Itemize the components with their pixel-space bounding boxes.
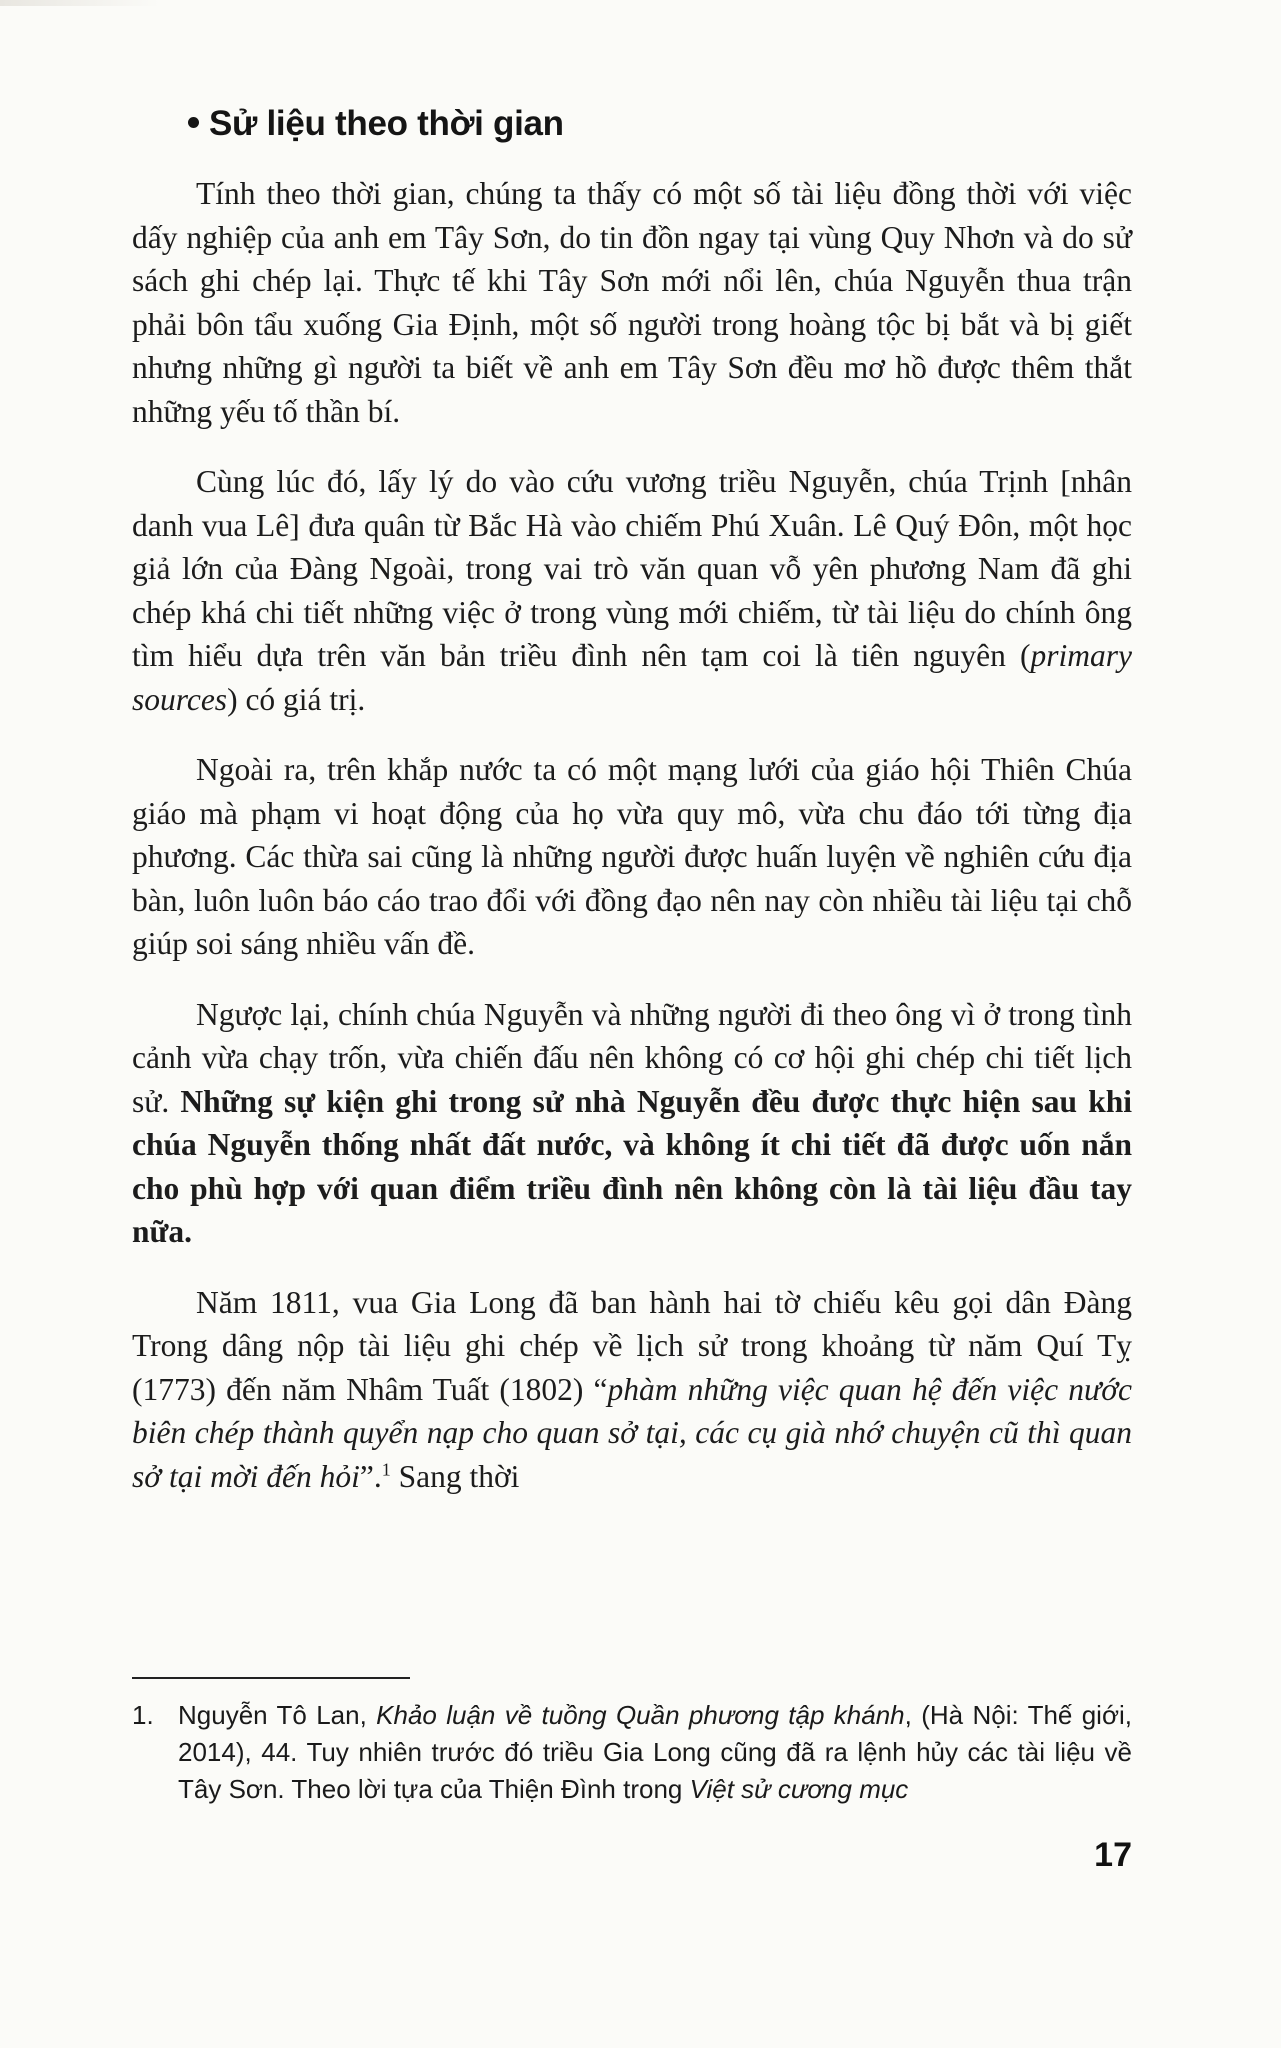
text-run: Ngoài ra, trên khắp nước ta có một mạng lưới của giáo hội Thiên Chúa giáo mà phạm vi hoạt động của họ vừa quy mô, vừa chu đáo tới từng địa phương. Các thừa sai cũng là những người được huấn luyện về nghiên cứu địa bàn, luôn luôn báo cáo trao đổi với đồng đạo nên nay còn nhiều tài liệu tại chỗ giúp soi sáng nhiều vấn đề. — [132, 752, 1132, 961]
italic-run: Khảo luận về tuồng Quần phương tập khánh — [376, 1700, 905, 1730]
paragraph — [132, 1281, 1132, 1499]
page-number: 17 — [1094, 1836, 1132, 1874]
bullet-icon — [188, 117, 199, 128]
bold-run: Những sự kiện ghi trong sử nhà Nguyễn đều được thực hiện sau khi chúa Nguyễn thống nhất đất nước, và không ít chi tiết đã được uốn nắn cho phù hợp với quan điểm triều đình nên không còn là tài liệu đầu tay nữa. — [132, 1083, 1132, 1249]
body-text — [132, 172, 1132, 1525]
text-run: Năm 1811, vua Gia Long đã ban hành hai tờ chiếu kêu gọi dân Đàng Trong dâng nộp tài liệu ghi chép về lịch sử trong khoảng từ năm Quí Tỵ (1773) đến năm Nhâm Tuất (1802) “ — [132, 1284, 1132, 1407]
text-run: Cùng lúc đó, lấy lý do vào cứu vương triều Nguyễn, chúa Trịnh [nhân danh vua Lê] đưa quân từ Bắc Hà vào chiếm Phú Xuân. Lê Quý Đôn, một học giả lớn của Đàng Ngoài, trong vai trò văn quan vỗ yên phương Nam đã ghi chép khá chi tiết những việc ở trong vùng mới chiếm, từ tài liệu do chính ông tìm hiểu dựa trên văn bản triều đình nên tạm coi là tiên nguyên ( — [132, 464, 1132, 673]
section-heading-text: Sử liệu theo thời gian — [209, 104, 564, 143]
paragraph — [132, 993, 1132, 1254]
footnote-number: 1. — [132, 1700, 154, 1730]
paragraph — [132, 460, 1132, 721]
italic-run: primary sources — [132, 638, 1132, 717]
text-run: , (Hà Nội: Thế giới, 2014), 44. Tuy nhiên trước đó triều Gia Long cũng đã ra lệnh hủy các tài liệu về Tây Sơn. Theo lời tựa của Thiện Đình trong — [178, 1700, 1133, 1804]
text-run: ) có giá trị. — [227, 681, 366, 717]
text-run: Ngược lại, chính chúa Nguyễn và những người đi theo ông vì ở trong tình cảnh vừa chạy trốn, vừa chiến đấu nên không có cơ hội ghi chép chi tiết lịch sử. — [132, 996, 1132, 1119]
paragraph — [132, 748, 1132, 966]
footnote-text — [178, 1697, 1132, 1808]
footnote-divider — [132, 1677, 410, 1679]
page-edge-shadow — [0, 0, 160, 6]
italic-run: Việt sử cương mục — [689, 1774, 909, 1804]
footnote — [132, 1697, 1132, 1808]
paragraph — [132, 172, 1132, 433]
section-heading — [188, 104, 564, 144]
footnote-reference: 1 — [381, 1459, 391, 1479]
text-run: ”. — [359, 1458, 382, 1494]
italic-run: phàm những việc quan hệ đến việc nước biên chép thành quyển nạp cho quan sở tại, các cụ già nhớ chuyện cũ thì quan sở tại mời đến hỏi — [132, 1371, 1132, 1494]
text-run: Sang thời — [390, 1458, 520, 1494]
text-run: Nguyễn Tô Lan, — [178, 1700, 377, 1730]
text-run: Tính theo thời gian, chúng ta thấy có một số tài liệu đồng thời với việc dấy nghiệp của anh em Tây Sơn, do tin đồn ngay tại vùng Quy Nhơn và do sử sách ghi chép lại. Thực tế khi Tây Sơn mới nổi lên, chúa Nguyễn thua trận phải bôn tẩu xuống Gia Định, một số người trong hoàng tộc bị bắt và bị giết nhưng những gì người ta biết về anh em Tây Sơn đều mơ hồ được thêm thắt những yếu tố thần bí. — [132, 176, 1132, 429]
